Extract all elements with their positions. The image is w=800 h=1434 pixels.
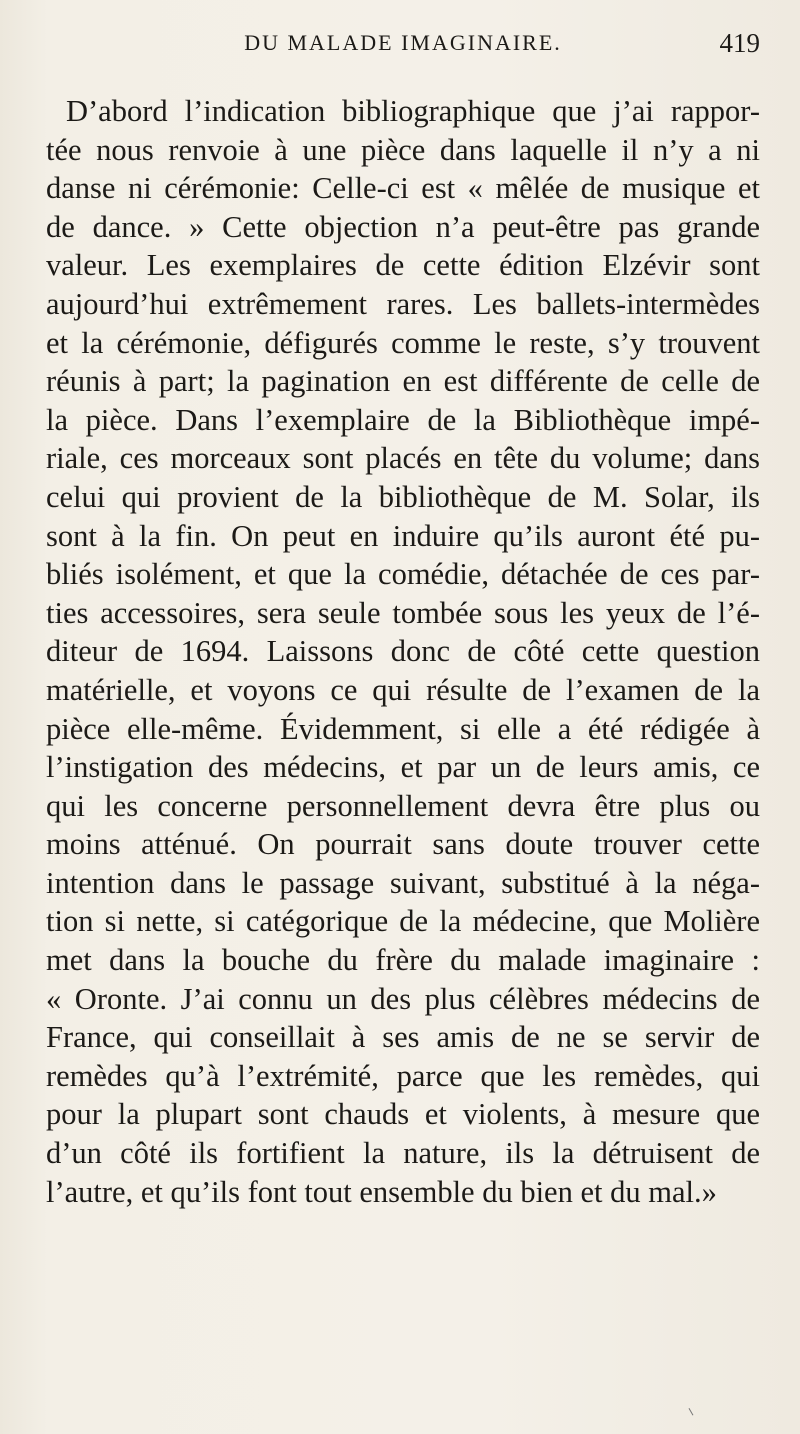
text-line: qui les concerne personnellement devra être plus ou [46, 788, 760, 823]
text-line: et la cérémonie, défigurés comme le reste, s’y trouvent [46, 325, 760, 360]
text-line: aujourd’hui extrêmement rares. Les ballets-intermèdes [46, 286, 760, 321]
text-line-last: l’autre, et qu’ils font tout ensemble du bien et du mal.» [46, 1174, 717, 1209]
body-paragraph [46, 92, 760, 1211]
text-line: de dance. » Cette objection n’a peut-être pas grande [46, 209, 760, 244]
text-line: ties accessoires, sera seule tombée sous les yeux de l’é- [46, 595, 760, 630]
text-line: celui qui provient de la bibliothèque de M. Solar, ils [46, 479, 760, 514]
running-title: DU MALADE IMAGINAIRE. [244, 30, 562, 55]
text-line: France, qui conseillait à ses amis de ne se servir de [46, 1020, 760, 1055]
text-line: met dans la bouche du frère du malade imaginaire : [46, 943, 760, 978]
text-line: la pièce. Dans l’exemplaire de la Bibliothèque impé- [46, 402, 760, 437]
text-line: d’un côté ils fortifient la nature, ils la détruisent de [46, 1136, 760, 1171]
text-line: bliés isolément, et que la comédie, détachée de ces par- [46, 557, 760, 592]
text-line: sont à la fin. On peut en induire qu’ils auront été pu- [46, 518, 760, 553]
text-line: diteur de 1694. Laissons donc de côté cette question [46, 634, 760, 669]
page-number: 419 [719, 28, 760, 58]
text-line: tion si nette, si catégorique de la médecine, que Molière [46, 904, 760, 939]
text-line: l’instigation des médecins, et par un de leurs amis, ce [46, 750, 760, 785]
text-line: moins atténué. On pourrait sans doute trouver cette [46, 827, 760, 862]
text-line: remèdes qu’à l’extrémité, parce que les remèdes, qui [46, 1058, 760, 1093]
text-line: « Oronte. J’ai connu un des plus célèbres médecins de [46, 981, 760, 1016]
text-line: danse ni cérémonie: Celle-ci est « mêlée de musique et [46, 171, 760, 206]
text-line: pièce elle-même. Évidemment, si elle a été rédigée à [46, 711, 760, 746]
text-line: réunis à part; la pagination en est différente de celle de [46, 364, 760, 399]
text-line: intention dans le passage suivant, substitué à la néga- [46, 865, 760, 900]
text-line: riale, ces morceaux sont placés en tête du volume; dans [46, 441, 760, 476]
running-header [46, 24, 760, 64]
print-mark [689, 1405, 700, 1416]
text-line: valeur. Les exemplaires de cette édition Elzévir sont [46, 248, 760, 283]
text-line: D’abord l’indication bibliographique que j’ai rappor- [66, 94, 760, 128]
text-line: tée nous renvoie à une pièce dans laquelle il n’y a ni [46, 132, 760, 167]
text-line: matérielle, et voyons ce qui résulte de l’examen de la [46, 672, 760, 707]
text-line: pour la plupart sont chauds et violents, à mesure que [46, 1097, 760, 1132]
